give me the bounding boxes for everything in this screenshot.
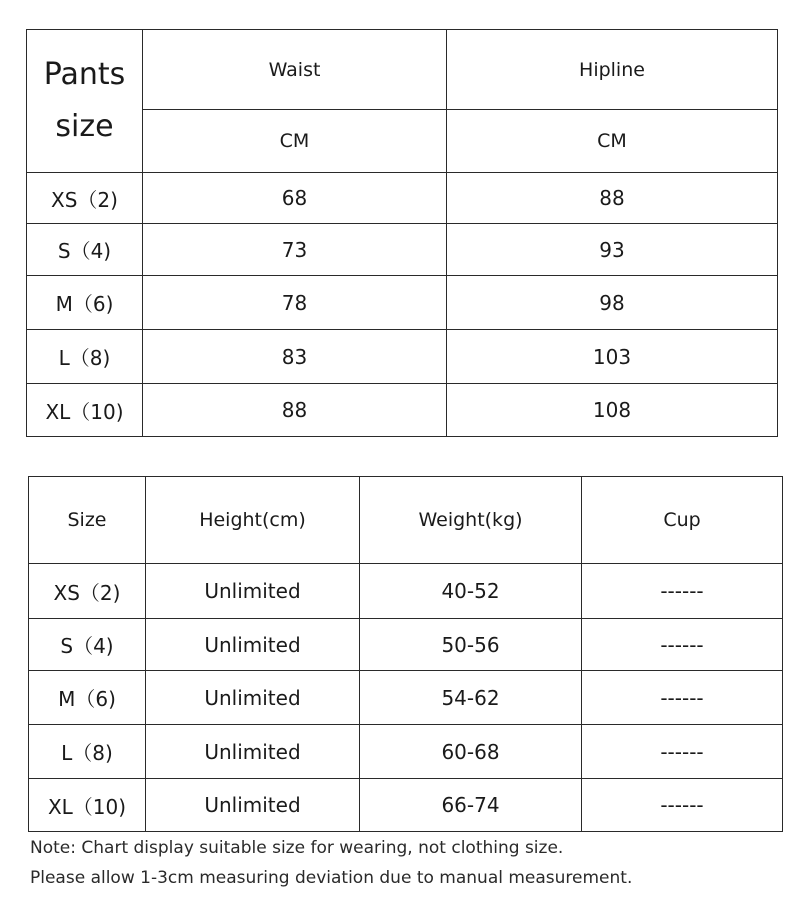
table-row bbox=[27, 276, 778, 330]
weight-cell: 40-52 bbox=[360, 564, 582, 619]
hipline-cell: 103 bbox=[447, 330, 778, 384]
height-cell: Unlimited bbox=[146, 564, 360, 619]
waist-cell: 73 bbox=[143, 224, 447, 276]
waist-cell: 83 bbox=[143, 330, 447, 384]
note-line-2 bbox=[30, 868, 632, 888]
hipline-header: Hipline bbox=[447, 30, 778, 110]
size-cell: XL（10) bbox=[29, 779, 146, 832]
table-row bbox=[27, 224, 778, 276]
waist-cell: 88 bbox=[143, 384, 447, 437]
cup-cell: ------ bbox=[582, 779, 783, 832]
pants-title-line2: size bbox=[55, 109, 114, 144]
cup-cell: ------ bbox=[582, 725, 783, 779]
waist-unit: CM bbox=[143, 110, 447, 173]
table-row bbox=[27, 330, 778, 384]
note-text-1: Chart display suitable size for wearing, not clothing size. bbox=[81, 838, 564, 858]
waist-cell: 68 bbox=[143, 173, 447, 224]
table-row bbox=[29, 619, 783, 671]
height-cell: Unlimited bbox=[146, 619, 360, 671]
height-header: Height(cm) bbox=[146, 477, 360, 564]
note-label: Note: bbox=[30, 838, 76, 858]
note-text-2: Please allow 1-3cm measuring deviation due to manual measurement. bbox=[30, 868, 633, 888]
size-cell: XL（10) bbox=[27, 384, 143, 437]
pants-size-title bbox=[27, 30, 143, 173]
hipline-unit: CM bbox=[447, 110, 778, 173]
cup-cell: ------ bbox=[582, 619, 783, 671]
size-cell: XS（2) bbox=[29, 564, 146, 619]
size-cell: L（8) bbox=[27, 330, 143, 384]
weight-cell: 54-62 bbox=[360, 671, 582, 725]
weight-cell: 50-56 bbox=[360, 619, 582, 671]
hipline-cell: 98 bbox=[447, 276, 778, 330]
height-cell: Unlimited bbox=[146, 779, 360, 832]
height-cell: Unlimited bbox=[146, 671, 360, 725]
table-row bbox=[29, 671, 783, 725]
size-cell: XS（2) bbox=[27, 173, 143, 224]
table-row bbox=[27, 173, 778, 224]
cup-cell: ------ bbox=[582, 564, 783, 619]
pants-title-line1: Pants bbox=[43, 57, 126, 92]
size-cell: S（4) bbox=[29, 619, 146, 671]
cup-header: Cup bbox=[582, 477, 783, 564]
cup-cell: ------ bbox=[582, 671, 783, 725]
size-cell: M（6) bbox=[27, 276, 143, 330]
weight-cell: 66-74 bbox=[360, 779, 582, 832]
size-cell: S（4) bbox=[27, 224, 143, 276]
table-row bbox=[27, 384, 778, 437]
table-row bbox=[29, 564, 783, 619]
table-row bbox=[29, 779, 783, 832]
hipline-cell: 108 bbox=[447, 384, 778, 437]
height-cell: Unlimited bbox=[146, 725, 360, 779]
waist-header: Waist bbox=[143, 30, 447, 110]
table-row bbox=[29, 725, 783, 779]
pants-size-table bbox=[26, 29, 778, 437]
size-cell: M（6) bbox=[29, 671, 146, 725]
waist-cell: 78 bbox=[143, 276, 447, 330]
hipline-cell: 93 bbox=[447, 224, 778, 276]
size-header: Size bbox=[29, 477, 146, 564]
body-size-table bbox=[28, 476, 783, 832]
size-cell: L（8) bbox=[29, 725, 146, 779]
weight-header: Weight(kg) bbox=[360, 477, 582, 564]
hipline-cell: 88 bbox=[447, 173, 778, 224]
note-line-1 bbox=[30, 838, 563, 858]
weight-cell: 60-68 bbox=[360, 725, 582, 779]
